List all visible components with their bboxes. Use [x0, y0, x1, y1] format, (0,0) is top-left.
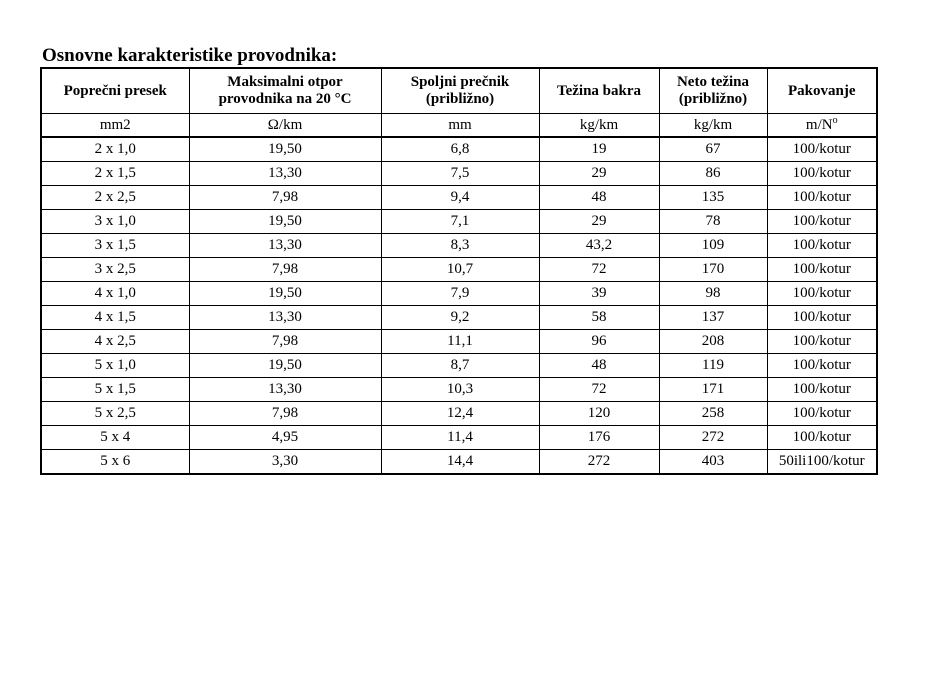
table-row: [41, 402, 877, 426]
cell-max-resistance: 3,30: [189, 450, 381, 475]
cell-net-weight: 98: [659, 282, 767, 306]
cell-packaging: 100/kotur: [767, 282, 877, 306]
cell-cross-section: 3 x 2,5: [41, 258, 189, 282]
cell-outer-diameter: 11,4: [381, 426, 539, 450]
cell-net-weight: 137: [659, 306, 767, 330]
cell-max-resistance: 13,30: [189, 162, 381, 186]
cell-net-weight: 119: [659, 354, 767, 378]
cell-net-weight: 258: [659, 402, 767, 426]
cell-copper-weight: 72: [539, 258, 659, 282]
table-body: [41, 137, 877, 474]
cell-cross-section: 2 x 1,5: [41, 162, 189, 186]
cell-copper-weight: 19: [539, 137, 659, 162]
cell-max-resistance: 7,98: [189, 186, 381, 210]
cell-outer-diameter: 6,8: [381, 137, 539, 162]
cell-outer-diameter: 8,7: [381, 354, 539, 378]
cell-outer-diameter: 10,7: [381, 258, 539, 282]
cell-packaging: 100/kotur: [767, 137, 877, 162]
unit-max-resistance: Ω/km: [189, 114, 381, 138]
cell-net-weight: 170: [659, 258, 767, 282]
cell-packaging: 100/kotur: [767, 162, 877, 186]
cell-copper-weight: 48: [539, 354, 659, 378]
cell-net-weight: 272: [659, 426, 767, 450]
cell-copper-weight: 48: [539, 186, 659, 210]
header-outer-diameter: Spoljni prečnik (približno): [381, 68, 539, 114]
header-net-weight: Neto težina (približno): [659, 68, 767, 114]
cell-outer-diameter: 12,4: [381, 402, 539, 426]
cell-max-resistance: 13,30: [189, 306, 381, 330]
cell-outer-diameter: 11,1: [381, 330, 539, 354]
cell-packaging: 50ili100/kotur: [767, 450, 877, 475]
cell-cross-section: 4 x 1,0: [41, 282, 189, 306]
cell-cross-section: 3 x 1,0: [41, 210, 189, 234]
cell-copper-weight: 39: [539, 282, 659, 306]
cell-net-weight: 67: [659, 137, 767, 162]
cell-max-resistance: 7,98: [189, 258, 381, 282]
cell-copper-weight: 43,2: [539, 234, 659, 258]
header-packaging: Pakovanje: [767, 68, 877, 114]
table-row: [41, 378, 877, 402]
unit-packaging: [767, 114, 877, 138]
cell-copper-weight: 29: [539, 210, 659, 234]
cell-max-resistance: 19,50: [189, 137, 381, 162]
conductor-characteristics-table: [40, 67, 878, 475]
cell-max-resistance: 4,95: [189, 426, 381, 450]
cell-copper-weight: 272: [539, 450, 659, 475]
table-row: [41, 306, 877, 330]
table-row: [41, 258, 877, 282]
cell-copper-weight: 96: [539, 330, 659, 354]
cell-outer-diameter: 7,5: [381, 162, 539, 186]
cell-cross-section: 4 x 1,5: [41, 306, 189, 330]
header-cross-section: Poprečni presek: [41, 68, 189, 114]
cell-packaging: 100/kotur: [767, 306, 877, 330]
table-row: [41, 210, 877, 234]
cell-outer-diameter: 7,1: [381, 210, 539, 234]
cell-packaging: 100/kotur: [767, 426, 877, 450]
units-row: [41, 114, 877, 138]
cell-outer-diameter: 9,2: [381, 306, 539, 330]
header-row: [41, 68, 877, 114]
cell-packaging: 100/kotur: [767, 258, 877, 282]
unit-packaging-sup: o: [832, 114, 838, 126]
table-row: [41, 234, 877, 258]
cell-copper-weight: 29: [539, 162, 659, 186]
unit-net-weight: kg/km: [659, 114, 767, 138]
table-row: [41, 282, 877, 306]
cell-outer-diameter: 14,4: [381, 450, 539, 475]
cell-copper-weight: 58: [539, 306, 659, 330]
cell-packaging: 100/kotur: [767, 186, 877, 210]
header-max-resistance: Maksimalni otpor provodnika na 20 °C: [189, 68, 381, 114]
cell-outer-diameter: 10,3: [381, 378, 539, 402]
cell-packaging: 100/kotur: [767, 210, 877, 234]
cell-outer-diameter: 9,4: [381, 186, 539, 210]
cell-copper-weight: 72: [539, 378, 659, 402]
table-row: [41, 450, 877, 475]
cell-max-resistance: 19,50: [189, 282, 381, 306]
cell-net-weight: 109: [659, 234, 767, 258]
table-row: [41, 186, 877, 210]
cell-outer-diameter: 8,3: [381, 234, 539, 258]
cell-max-resistance: 13,30: [189, 234, 381, 258]
cell-copper-weight: 120: [539, 402, 659, 426]
unit-cross-section: mm2: [41, 114, 189, 138]
table-row: [41, 354, 877, 378]
cell-net-weight: 135: [659, 186, 767, 210]
cell-cross-section: 5 x 2,5: [41, 402, 189, 426]
cell-cross-section: 2 x 1,0: [41, 137, 189, 162]
cell-max-resistance: 19,50: [189, 210, 381, 234]
cell-copper-weight: 176: [539, 426, 659, 450]
unit-outer-diameter: mm: [381, 114, 539, 138]
cell-net-weight: 78: [659, 210, 767, 234]
cell-cross-section: 2 x 2,5: [41, 186, 189, 210]
cell-net-weight: 208: [659, 330, 767, 354]
cell-outer-diameter: 7,9: [381, 282, 539, 306]
cell-packaging: 100/kotur: [767, 378, 877, 402]
cell-net-weight: 403: [659, 450, 767, 475]
table-row: [41, 426, 877, 450]
cell-max-resistance: 7,98: [189, 402, 381, 426]
cell-cross-section: 4 x 2,5: [41, 330, 189, 354]
cell-cross-section: 5 x 6: [41, 450, 189, 475]
unit-copper-weight: kg/km: [539, 114, 659, 138]
table-row: [41, 162, 877, 186]
cell-max-resistance: 7,98: [189, 330, 381, 354]
cell-cross-section: 3 x 1,5: [41, 234, 189, 258]
cell-net-weight: 171: [659, 378, 767, 402]
cell-cross-section: 5 x 4: [41, 426, 189, 450]
cell-net-weight: 86: [659, 162, 767, 186]
header-copper-weight: Težina bakra: [539, 68, 659, 114]
cell-cross-section: 5 x 1,0: [41, 354, 189, 378]
cell-max-resistance: 13,30: [189, 378, 381, 402]
cell-max-resistance: 19,50: [189, 354, 381, 378]
table-row: [41, 137, 877, 162]
cell-cross-section: 5 x 1,5: [41, 378, 189, 402]
document-title: Osnovne karakteristike provodnika:: [42, 45, 338, 66]
table-row: [41, 330, 877, 354]
unit-packaging-text: m/N: [805, 116, 833, 133]
cell-packaging: 100/kotur: [767, 234, 877, 258]
cell-packaging: 100/kotur: [767, 402, 877, 426]
cell-packaging: 100/kotur: [767, 354, 877, 378]
cell-packaging: 100/kotur: [767, 330, 877, 354]
